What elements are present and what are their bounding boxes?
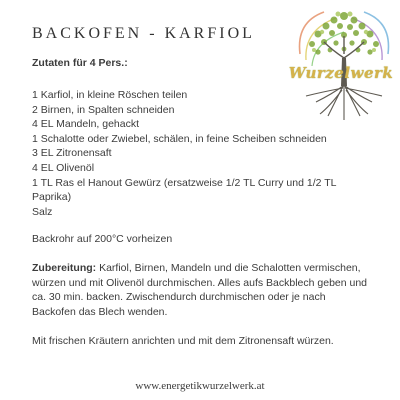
list-item: 1 Schalotte oder Zwiebel, schälen, in feine Scheiben schneiden — [32, 132, 327, 145]
servings-heading: Zutaten für 4 Pers.: — [32, 57, 128, 69]
ingredient-list — [32, 88, 362, 219]
recipe-title: BACKOFEN - KARFIOL — [32, 25, 255, 42]
list-item: 4 EL Mandeln, gehackt — [32, 118, 140, 131]
list-item: 2 Birnen, in Spalten schneiden — [32, 103, 175, 116]
preparation-paragraph — [32, 261, 372, 319]
logo-wordmark: Wurzelwerk — [288, 64, 394, 82]
website-url: www.energetikwurzelwerk.at — [135, 380, 265, 392]
list-item: 4 EL Olivenöl — [32, 161, 95, 174]
preheat-instruction: Backrohr auf 200°C vorheizen — [32, 233, 173, 245]
list-item: 1 TL Ras el Hanout Gewürz (ersatzweise 1/2 TL Curry und 1/2 TL Paprika) — [32, 176, 337, 204]
serving-note: Mit frischen Kräutern anrichten und mit dem Zitronensaft würzen. — [32, 335, 334, 347]
preparation-text: Karfiol, Birnen, Mandeln und die Schalotten vermischen, würzen und mit Olivenöl durchmischen. Alles aufs Backblech geben und ca. 30 min. backen. Zwischendurch durchmischen oder je nach Backofen das Blech wenden. — [32, 262, 368, 318]
list-item: 1 Karfiol, in kleine Röschen teilen — [32, 89, 188, 101]
preparation-label: Zubereitung: — [32, 262, 97, 274]
list-item: 3 EL Zitronensaft — [32, 147, 112, 160]
list-item: Salz — [32, 205, 53, 218]
